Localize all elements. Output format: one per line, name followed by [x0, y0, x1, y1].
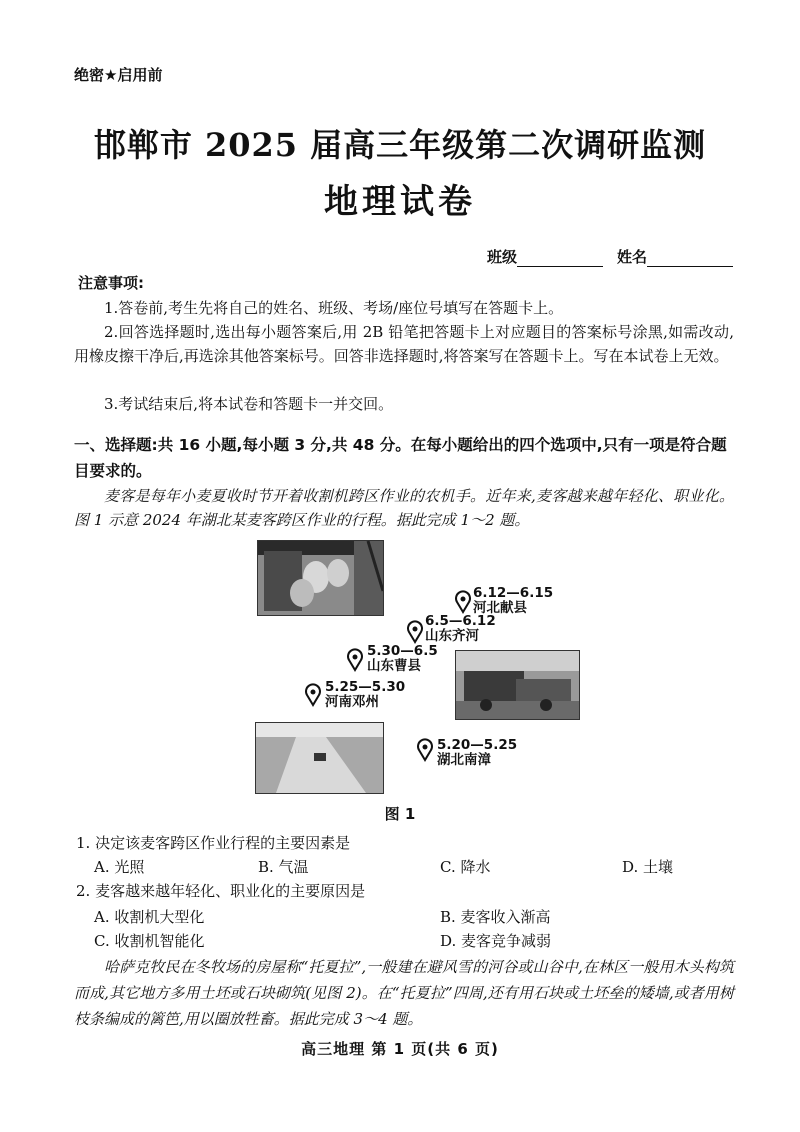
name-label: 姓名: [617, 248, 648, 266]
question-1-option: C. 降水: [440, 858, 491, 876]
note-item: 2.回答选择题时,选出每小题答案后,用 2B 铅笔把答题卡上对应题目的答案标号涂黑,如需改动,用橡皮擦干净后,再选涂其他答案标号。回答非选择题时,将答案写在答题卡上。写在本试卷上无效。: [74, 323, 734, 365]
exam-title: 邯郸市 2025 届高三年级第二次调研监测: [93, 126, 707, 164]
figure-1: [255, 540, 585, 800]
section-heading: 一、选择题:共 16 小题,每小题 3 分,共 48 分。在每小题给出的四个选项中,只有一项是符合题目要求的。: [74, 436, 727, 480]
notes-heading: 注意事项:: [78, 274, 144, 292]
passage-1: 麦客是每年小麦夏收时节开着收割机跨区作业的农机手。近年来,麦客越来越年轻化、职业化。图 1 示意 2024 年湖北某麦客跨区作业的行程。据此完成 1～2 题。: [74, 487, 734, 529]
stop-date: 5.30—6.5: [367, 643, 438, 659]
question-1-stem: 1. 决定该麦客跨区作业行程的主要因素是: [76, 834, 351, 852]
name-field: [617, 246, 733, 267]
question-2-stem: 2. 麦客越来越年轻化、职业化的主要原因是: [76, 882, 366, 900]
confidential-label: 绝密★启用前: [74, 66, 163, 84]
name-blank: [647, 250, 733, 267]
question-2-option: D. 麦客竞争减弱: [440, 932, 552, 950]
stop-place: 山东曹县: [367, 658, 421, 674]
stop-place: 河北献县: [473, 600, 527, 616]
stop-label: [367, 644, 438, 674]
stop-label: [473, 586, 553, 616]
stop-place: 河南邓州: [325, 694, 379, 710]
question-2-option: C. 收割机智能化: [94, 932, 205, 950]
question-2-option: B. 麦客收入渐高: [440, 908, 551, 926]
stop-date: 6.12—6.15: [473, 585, 554, 601]
passage-2: 哈萨克牧民在冬牧场的房屋称“托夏拉”,一般建在避风雪的河谷或山谷中,在林区一般用木头构筑而成,其它地方多用土坯或石块砌筑(见图 2)。在“托夏拉”四周,还有用石块或土坯垒的矮墙,或者用树枝条编成的篱笆,用以圈放牲畜。据此完成 3～4 题。: [74, 958, 734, 1028]
pin-icon: [418, 739, 432, 760]
stop-place: 湖北南漳: [437, 752, 491, 768]
page-footer: 高三地理 第 1 页(共 6 页): [301, 1040, 499, 1058]
figure-1-caption: 图 1: [384, 805, 416, 823]
stop-date: 5.25—5.30: [325, 679, 406, 695]
exam-subject-title: 地理试卷: [324, 182, 476, 222]
stop-label: [425, 614, 496, 644]
pin-icon: [348, 649, 362, 670]
note-item: 3.考试结束后,将本试卷和答题卡一并交回。: [104, 395, 394, 413]
stop-date: 5.20—5.25: [437, 737, 518, 753]
question-1-option: A. 光照: [94, 858, 145, 876]
stop-date: 6.5—6.12: [425, 613, 496, 629]
class-field: [487, 246, 603, 267]
question-2-option: A. 收割机大型化: [94, 908, 205, 926]
pin-icon: [306, 684, 320, 705]
pin-icon: [408, 621, 422, 642]
question-1-option: D. 土壤: [622, 858, 674, 876]
class-blank: [517, 250, 603, 267]
question-1-option: B. 气温: [258, 858, 309, 876]
stop-label: [437, 738, 517, 768]
class-label: 班级: [487, 248, 518, 266]
stop-place: 山东齐河: [425, 628, 479, 644]
pin-icon: [456, 578, 470, 612]
stop-label: [325, 680, 405, 710]
note-item: 1.答卷前,考生先将自己的姓名、班级、考场/座位号填写在答题卡上。: [104, 299, 564, 317]
